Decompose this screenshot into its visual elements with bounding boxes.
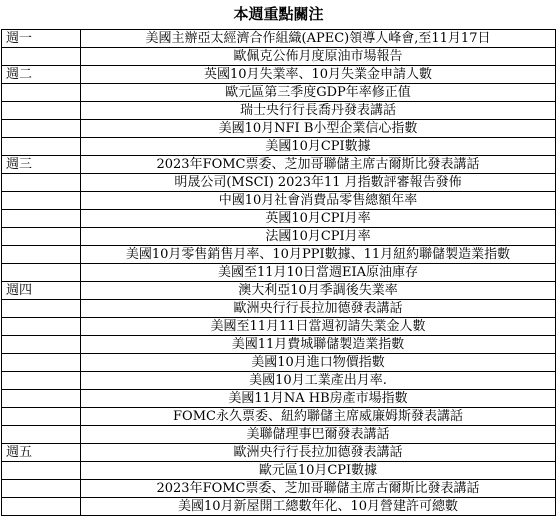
event-cell: 英國10月失業率、10月失業金申請人數 — [81, 66, 556, 84]
day-cell — [2, 264, 81, 282]
day-cell: 週二 — [2, 66, 81, 84]
table-row — [2, 318, 556, 336]
table-row — [2, 462, 556, 480]
event-cell: 美國11月費城聯儲製造業指數 — [81, 336, 556, 354]
day-cell: 週四 — [2, 282, 81, 300]
day-cell — [2, 228, 81, 246]
day-cell — [2, 462, 81, 480]
event-cell: 美國10月CPI數據 — [81, 138, 556, 156]
table-row — [2, 192, 556, 210]
event-cell: 澳大利亞10月季調後失業率 — [81, 282, 556, 300]
table-row — [2, 138, 556, 156]
table-row — [2, 48, 556, 66]
day-cell: 週五 — [2, 444, 81, 462]
table-row — [2, 84, 556, 102]
event-cell: 瑞士央行行長喬丹發表講話 — [81, 102, 556, 120]
event-cell: 美國10月零售銷售月率、10月PPI數據、11月紐約聯儲製造業指數 — [81, 246, 556, 264]
table-row — [2, 444, 556, 462]
event-cell: 2023年FOMC票委、芝加哥聯儲主席古爾斯比發表講話 — [81, 156, 556, 174]
event-cell: 美國主辦亞太經濟合作組織(APEC)領導人峰會,至11月17日 — [81, 30, 556, 48]
event-cell: 美國至11月11日當週初請失業金人數 — [81, 318, 556, 336]
day-cell: 週三 — [2, 156, 81, 174]
day-cell — [2, 174, 81, 192]
day-cell — [2, 210, 81, 228]
table-row — [2, 390, 556, 408]
page-title: 本週重點關注 — [233, 5, 324, 23]
table-row — [2, 66, 556, 84]
event-cell: 2023年FOMC票委、芝加哥聯儲主席古爾斯比發表講話 — [81, 480, 556, 498]
event-cell: 歐洲央行行長拉加德發表講話 — [81, 444, 556, 462]
table-row — [2, 336, 556, 354]
event-cell: FOMC永久票委、紐約聯儲主席威廉姆斯發表講話 — [81, 408, 556, 426]
table-row — [2, 408, 556, 426]
event-cell: 美國10月進口物價指數 — [81, 354, 556, 372]
event-table — [1, 29, 556, 516]
table-row — [2, 264, 556, 282]
event-cell: 歐元區第三季度GDP年率修正值 — [81, 84, 556, 102]
table-row — [2, 120, 556, 138]
day-cell — [2, 138, 81, 156]
day-cell — [2, 498, 81, 516]
event-cell: 歐元區10月CPI數據 — [81, 462, 556, 480]
table-row — [2, 30, 556, 48]
day-cell — [2, 372, 81, 390]
event-cell: 歐佩克公佈月度原油市場報告 — [81, 48, 556, 66]
day-cell — [2, 120, 81, 138]
day-cell — [2, 102, 81, 120]
table-row — [2, 156, 556, 174]
table-row — [2, 102, 556, 120]
day-cell — [2, 318, 81, 336]
day-cell — [2, 408, 81, 426]
event-cell: 美聯儲理事巴爾發表講話 — [81, 426, 556, 444]
day-cell: 週一 — [2, 30, 81, 48]
table-row — [2, 246, 556, 264]
table-row — [2, 300, 556, 318]
day-cell — [2, 336, 81, 354]
table-row — [2, 354, 556, 372]
day-cell — [2, 48, 81, 66]
event-cell: 明晟公司(MSCI) 2023年11 月指數評審報告發佈 — [81, 174, 556, 192]
day-cell — [2, 246, 81, 264]
day-cell — [2, 84, 81, 102]
event-cell: 美國10月工業產出月率. — [81, 372, 556, 390]
table-row — [2, 426, 556, 444]
day-cell — [2, 390, 81, 408]
day-cell — [2, 354, 81, 372]
event-cell: 中國10月社會消費品零售總額年率 — [81, 192, 556, 210]
event-cell: 美國至11月10日當週EIA原油庫存 — [81, 264, 556, 282]
table-row — [2, 174, 556, 192]
event-cell: 英國10月CPI月率 — [81, 210, 556, 228]
day-cell — [2, 192, 81, 210]
table-row — [2, 480, 556, 498]
table-row — [2, 498, 556, 516]
table-row — [2, 228, 556, 246]
day-cell — [2, 300, 81, 318]
table-row — [2, 210, 556, 228]
day-cell — [2, 426, 81, 444]
event-cell: 美國10月新屋開工總數年化、10月營建許可總數 — [81, 498, 556, 516]
table-row — [2, 282, 556, 300]
event-cell: 美國11月NA HB房產市場指數 — [81, 390, 556, 408]
event-cell: 歐洲央行行長拉加德發表講話 — [81, 300, 556, 318]
event-cell: 法國10月CPI月率 — [81, 228, 556, 246]
event-cell: 美國10月NFI B小型企業信心指數 — [81, 120, 556, 138]
table-row — [2, 372, 556, 390]
day-cell — [2, 480, 81, 498]
